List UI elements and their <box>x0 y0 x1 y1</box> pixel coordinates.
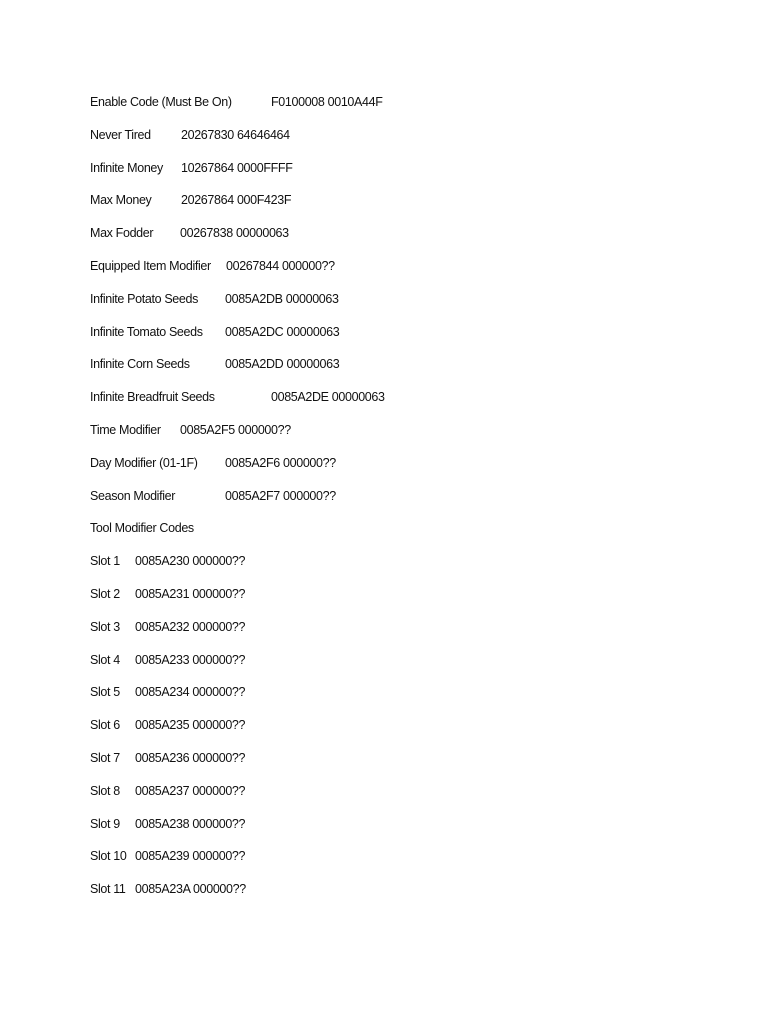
code-line-season-modifier <box>90 486 730 519</box>
code-value: 0085A237 000000?? <box>135 783 246 798</box>
code-value: 0085A235 000000?? <box>135 718 246 733</box>
code-label: Slot 10 <box>90 849 127 864</box>
code-label: Slot 5 <box>90 685 120 700</box>
code-label: Slot 1 <box>90 554 120 569</box>
code-label: Slot 9 <box>90 816 120 831</box>
code-line-equipped-item <box>90 256 730 289</box>
code-value: 0085A238 000000?? <box>135 816 246 831</box>
code-value: 0085A236 000000?? <box>135 750 246 765</box>
code-label: Slot 11 <box>90 882 126 897</box>
code-label: Equipped Item Modifier <box>90 258 211 273</box>
code-line-slot-1 <box>90 551 730 584</box>
code-value: 0085A2F5 000000?? <box>180 422 291 437</box>
code-line-max-fodder <box>90 223 730 256</box>
code-value: 20267830 64646464 <box>181 127 290 142</box>
code-line-slot-2 <box>90 584 730 617</box>
code-value: 0085A2DC 00000063 <box>225 324 340 339</box>
code-line-slot-8 <box>90 781 730 814</box>
code-label: Max Money <box>90 193 152 208</box>
code-line-infinite-money <box>90 158 730 191</box>
code-label: Time Modifier <box>90 422 161 437</box>
code-label: Infinite Money <box>90 160 163 175</box>
code-value: 0085A2DE 00000063 <box>271 390 385 405</box>
code-line-potato-seeds <box>90 289 730 322</box>
code-label: Slot 4 <box>90 652 120 667</box>
code-line-slot-3 <box>90 617 730 650</box>
code-line-slot-6 <box>90 715 730 748</box>
code-label: Slot 2 <box>90 586 120 601</box>
cheat-code-list <box>90 92 730 912</box>
code-line-tomato-seeds <box>90 322 730 355</box>
code-value: 00267838 00000063 <box>180 226 289 241</box>
code-value: 0085A230 000000?? <box>135 554 246 569</box>
code-label: Enable Code (Must Be On) <box>90 95 232 109</box>
section-heading: Tool Modifier Codes <box>90 521 194 536</box>
code-line-slot-7 <box>90 748 730 781</box>
code-label: Infinite Corn Seeds <box>90 357 190 372</box>
code-line-max-money <box>90 190 730 223</box>
code-value: 0085A234 000000?? <box>135 685 246 700</box>
code-value: 0085A232 000000?? <box>135 619 246 634</box>
code-label: Infinite Breadfruit Seeds <box>90 390 215 405</box>
code-value: 20267864 000F423F <box>181 193 292 208</box>
code-value: 0085A239 000000?? <box>135 849 246 864</box>
code-line-enable <box>90 92 730 125</box>
code-label: Never Tired <box>90 127 151 142</box>
code-value: 0085A2F7 000000?? <box>225 488 336 503</box>
code-label: Slot 3 <box>90 619 120 634</box>
code-line-corn-seeds <box>90 354 730 387</box>
code-line-slot-10 <box>90 846 730 879</box>
code-label: Max Fodder <box>90 226 154 241</box>
code-label: Day Modifier (01-1F) <box>90 455 198 470</box>
code-label: Slot 7 <box>90 750 120 765</box>
code-label: Infinite Tomato Seeds <box>90 324 203 339</box>
code-label: Infinite Potato Seeds <box>90 291 199 306</box>
tool-modifier-heading <box>90 518 730 551</box>
code-value: 0085A2F6 000000?? <box>225 455 336 470</box>
code-value: 0085A233 000000?? <box>135 652 246 667</box>
code-line-slot-11 <box>90 879 730 912</box>
code-value: 0085A23A 000000?? <box>135 882 246 897</box>
code-value: 0085A2DD 00000063 <box>225 357 340 372</box>
code-value: 10267864 0000FFFF <box>181 160 293 175</box>
code-line-slot-9 <box>90 814 730 847</box>
code-value: 0085A231 000000?? <box>135 586 246 601</box>
code-value: 0085A2DB 00000063 <box>225 291 339 306</box>
code-line-slot-4 <box>90 650 730 683</box>
code-label: Season Modifier <box>90 488 176 503</box>
code-label: Slot 6 <box>90 718 120 733</box>
code-line-day-modifier <box>90 453 730 486</box>
code-value: 00267844 000000?? <box>226 258 335 273</box>
code-line-slot-5 <box>90 682 730 715</box>
code-value: F0100008 0010A44F <box>271 95 383 109</box>
code-line-breadfruit-seeds <box>90 387 730 420</box>
code-label: Slot 8 <box>90 783 120 798</box>
code-line-never-tired <box>90 125 730 158</box>
code-line-time-modifier <box>90 420 730 453</box>
